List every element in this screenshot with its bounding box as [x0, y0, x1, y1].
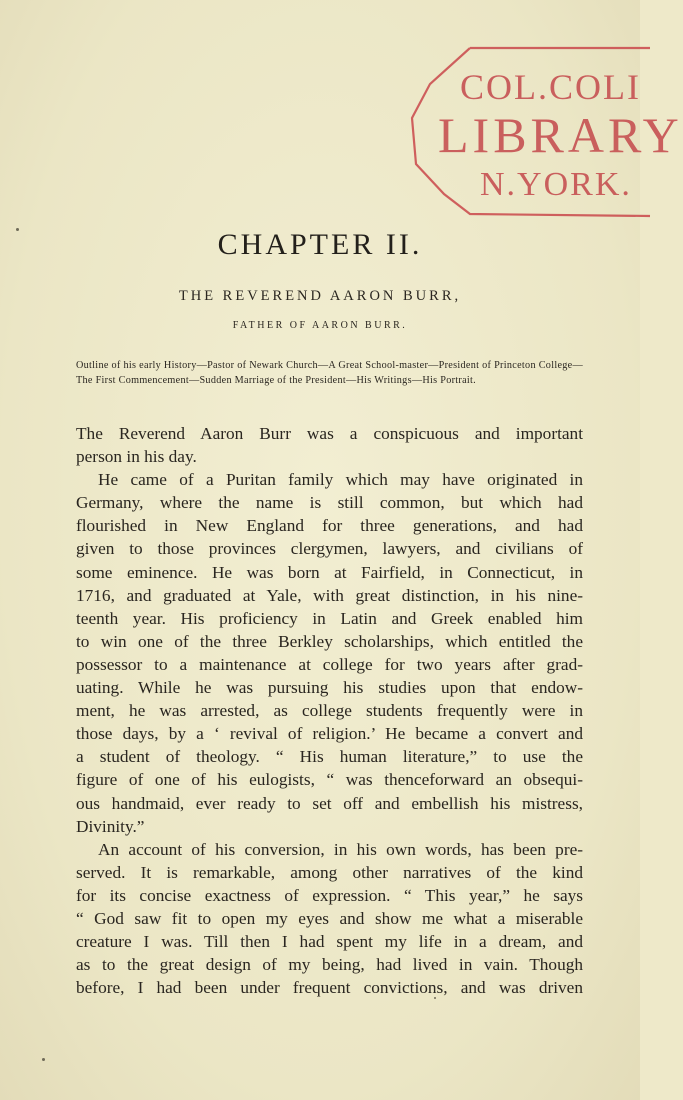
body-line: The Reverend Aaron Burr was a conspicuous and important: [76, 424, 583, 443]
body-line: 1716, and graduated at Yale, with great distinction, in his nine-: [76, 585, 583, 605]
paper-speck: [434, 997, 436, 999]
body-line: a student of theology. “ His human literature,” to use the: [76, 747, 583, 767]
body-line: teenth year. His proficiency in Latin and Greek enabled him: [76, 608, 583, 628]
chapter-outline: Outline of his early History—Pastor of Newark Church—A Great School-master—President of Princeton College—The First Commencement—Sudden Marriage of the President—His Writings—His Portrait.: [76, 360, 583, 386]
stamp-line-3: N.YORK.: [480, 166, 632, 203]
body-line: ous handmaid, ever ready to set off and embellish his mistress,: [76, 793, 583, 813]
paper-speck: [16, 228, 19, 231]
body-line: Germany, where the name is still common, but which had: [76, 493, 583, 513]
body-line: served. It is remarkable, among other narratives of the kind: [76, 862, 583, 882]
body-line: Divinity.”: [76, 816, 145, 836]
body-line: for its concise exactness of expression. “ This year,” he says: [76, 885, 583, 905]
body-text: [76, 422, 583, 999]
body-line: flourished in New England for three generations, and had: [76, 516, 583, 536]
paper-speck: [42, 1058, 45, 1061]
stamp-line-1: COL.COLI: [460, 67, 641, 107]
body-line: ment, he was arrested, as college students frequently were in: [76, 701, 583, 721]
body-line: before, I had been under frequent convictions, and was driven: [76, 978, 583, 998]
library-stamp: [410, 44, 683, 218]
body-line: An account of his conversion, in his own words, has been pre-: [98, 839, 583, 859]
body-line: those days, by a ‘ revival of religion.’ He became a convert and: [76, 724, 583, 744]
body-line: person in his day.: [76, 447, 197, 467]
chapter-title: THE REVEREND AARON BURR,: [178, 288, 462, 304]
body-line: some eminence. He was born at Fairfield, in Connecticut, in: [76, 562, 583, 582]
chapter-subtitle: FATHER OF AARON BURR.: [232, 320, 408, 331]
body-line: possessor to a maintenance at college for two years after grad-: [76, 654, 583, 674]
body-line: “ God saw fit to open my eyes and show me what a miserable: [76, 908, 583, 928]
body-line: to win one of the three Berkley scholarships, which entitled the: [76, 631, 583, 651]
body-line: figure of one of his eulogists, “ was thenceforward an obsequi-: [76, 770, 583, 790]
chapter-heading: CHAPTER II.: [217, 228, 423, 261]
body-line: He came of a Puritan family which may have originated in: [98, 470, 583, 490]
stamp-line-2: LIBRARY: [438, 107, 683, 163]
body-line: creature I was. Till then I had spent my life in a dream, and: [76, 932, 583, 952]
body-line: given to those provinces clergymen, lawyers, and civilians of: [76, 539, 583, 559]
body-line: as to the great design of my being, had lived in vain. Though: [76, 955, 583, 975]
body-line: uating. While he was pursuing his studies upon that endow-: [76, 678, 583, 698]
